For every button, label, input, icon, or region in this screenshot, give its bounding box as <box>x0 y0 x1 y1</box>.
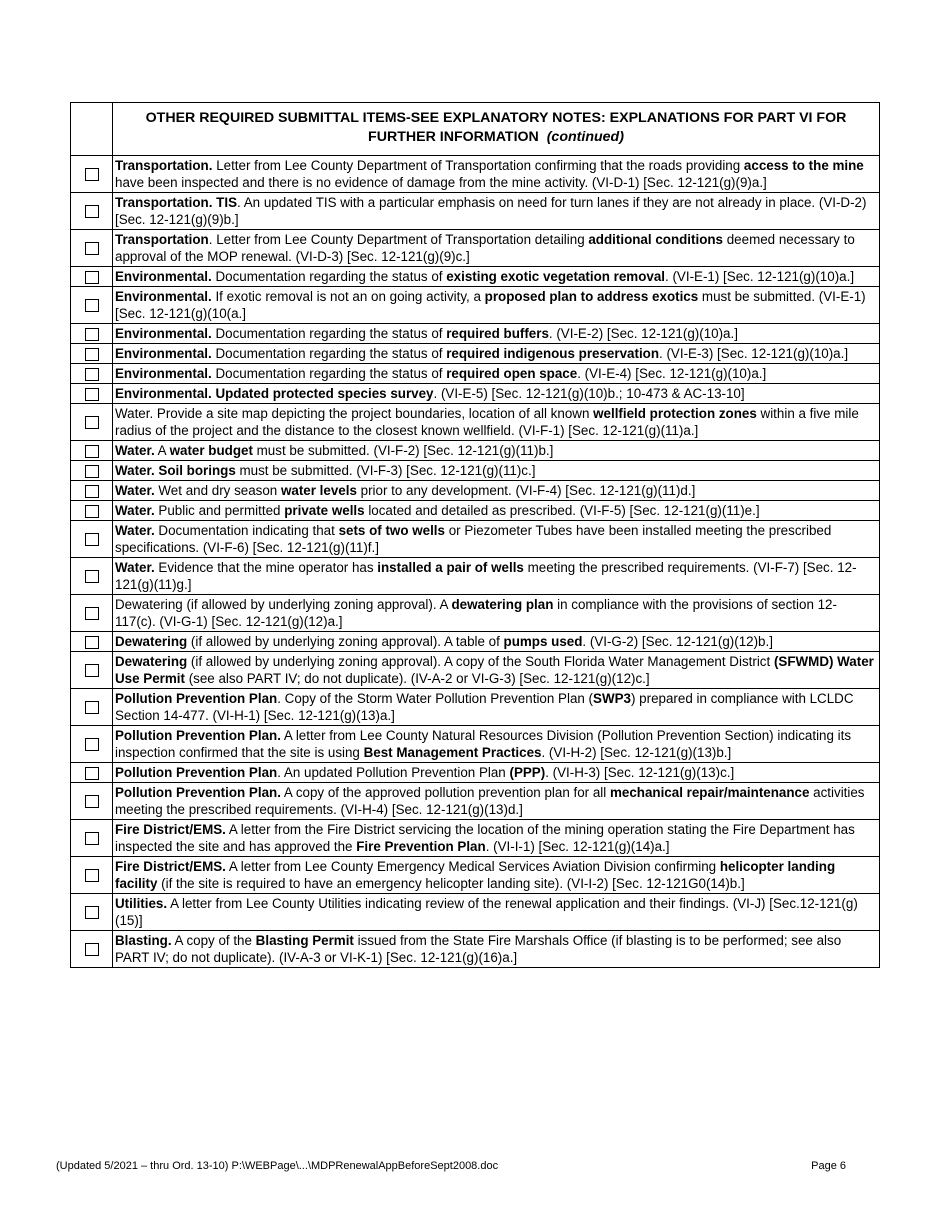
checklist-item-text <box>113 461 880 481</box>
checkbox-cell <box>71 501 113 521</box>
checklist-item-text <box>113 595 880 632</box>
checkbox-cell <box>71 230 113 267</box>
bold-text-segment: Best Management Practices <box>363 745 542 760</box>
checklist-item-text <box>113 230 880 267</box>
header-continued-text: (continued) <box>546 129 624 145</box>
checkbox[interactable] <box>85 299 99 312</box>
checklist-row <box>71 521 880 558</box>
checkbox[interactable] <box>85 832 99 845</box>
text-segment: A <box>154 443 170 458</box>
text-segment: located and detailed as prescribed. (VI-F-5) [Sec. 12-121(g)(11)e.] <box>364 503 760 518</box>
text-segment: . (VI-H-2) [Sec. 12-121(g)(13)b.] <box>541 745 732 760</box>
checklist-item-text <box>113 632 880 652</box>
text-segment: A copy of the <box>171 933 256 948</box>
checkbox[interactable] <box>85 505 99 518</box>
bold-text-segment: helicopter landing facility <box>115 859 836 891</box>
checkbox-cell <box>71 632 113 652</box>
checkbox[interactable] <box>85 242 99 255</box>
table-header-row <box>71 103 880 156</box>
bold-text-segment: Transportation. <box>115 158 213 173</box>
checklist-row <box>71 763 880 783</box>
text-segment: (see also PART IV; do not duplicate). (IV-A-2 or VI-G-3) [Sec. 12-121(g)(12)c.] <box>184 671 650 686</box>
text-segment: must be submitted. (VI-F-3) [Sec. 12-121(g)(11)c.] <box>235 463 536 478</box>
bold-text-segment: required indigenous preservation <box>446 346 660 361</box>
bold-text-segment: Transportation. TIS <box>115 195 238 210</box>
checkbox-cell <box>71 324 113 344</box>
checkbox[interactable] <box>85 445 99 458</box>
text-segment: Documentation regarding the status of <box>211 326 447 341</box>
text-segment: A letter from Lee County Utilities indicating review of the renewal application and their findings. (VI-J) [Sec.12-121(g)(15)] <box>115 896 858 928</box>
bold-text-segment: Water. <box>115 503 155 518</box>
text-segment: A letter from the Fire District servicing the location of the mining operation stating the Fire Department has inspected the site and has approved the <box>115 822 855 854</box>
text-segment: . Letter from Lee County Department of Transportation detailing <box>208 232 589 247</box>
bold-text-segment: Utilities. <box>115 896 168 911</box>
checklist-row <box>71 558 880 595</box>
checkbox[interactable] <box>85 485 99 498</box>
bold-text-segment: Water. <box>115 560 155 575</box>
checklist-item-text <box>113 384 880 404</box>
bold-text-segment: Environmental. <box>115 366 212 381</box>
checkbox-cell <box>71 364 113 384</box>
checklist-row <box>71 726 880 763</box>
checklist-row <box>71 230 880 267</box>
checklist-row <box>71 689 880 726</box>
checklist-item-text <box>113 857 880 894</box>
footer-doc-info: (Updated 5/2021 – thru Ord. 13-10) P:\WEBPage\...\MDPRenewalAppBeforeSept2008.doc <box>56 1160 499 1172</box>
text-segment: . Copy of the Storm Water Pollution Prevention Plan ( <box>277 691 594 706</box>
text-segment: Documentation indicating that <box>154 523 339 538</box>
bold-text-segment: Blasting Permit <box>255 933 354 948</box>
footer-page-number: Page 6 <box>811 1160 846 1172</box>
checkbox-cell <box>71 726 113 763</box>
text-segment: . (VI-E-5) [Sec. 12-121(g)(10)b.; 10-473 & AC-13-10] <box>433 386 745 401</box>
checklist-item-text <box>113 287 880 324</box>
checklist-row <box>71 287 880 324</box>
text-segment: Evidence that the mine operator has <box>154 560 378 575</box>
text-segment: Documentation regarding the status of <box>211 366 447 381</box>
bold-text-segment: Dewatering <box>115 654 188 669</box>
checkbox[interactable] <box>85 738 99 751</box>
bold-text-segment: Water. Soil borings <box>115 463 236 478</box>
bold-text-segment: Fire District/EMS. <box>115 822 226 837</box>
bold-text-segment: Blasting. <box>115 933 172 948</box>
text-segment: in compliance with the provisions of section 12-117(c). (VI-G-1) [Sec. 12-121(g)(12)a.] <box>115 597 837 629</box>
text-segment: within a five mile radius of the project and the distance to the closest known wellfield. (VI-F-1) [Sec. 12-121(g)(11)a.] <box>115 406 859 438</box>
text-segment: have been inspected and there is no evidence of damage from the mine activity. (VI-D-1) [Sec. 12-121(g)(9)a.] <box>115 175 767 190</box>
checklist-item-text <box>113 558 880 595</box>
checklist-row <box>71 894 880 931</box>
checkbox[interactable] <box>85 388 99 401</box>
text-segment: or Piezometer Tubes have been installed meeting the prescribed specifications. (VI-F-6) [Sec. 12-121(g)(11)f.] <box>115 523 832 555</box>
checkbox[interactable] <box>85 465 99 478</box>
checkbox-cell <box>71 894 113 931</box>
checkbox[interactable] <box>85 795 99 808</box>
text-segment: A copy of the approved pollution prevention plan for all <box>280 785 610 800</box>
checklist-item-text <box>113 521 880 558</box>
text-segment: Public and permitted <box>154 503 285 518</box>
checkbox[interactable] <box>85 607 99 620</box>
text-segment: Letter from Lee County Department of Transportation confirming that the roads providing <box>212 158 744 173</box>
checkbox-cell <box>71 521 113 558</box>
bold-text-segment: existing exotic vegetation removal <box>446 269 666 284</box>
checklist-row <box>71 481 880 501</box>
checkbox-cell <box>71 404 113 441</box>
text-segment: must be submitted. (VI-F-2) [Sec. 12-121(g)(11)b.] <box>252 443 554 458</box>
text-segment: . (VI-G-2) [Sec. 12-121(g)(12)b.] <box>582 634 773 649</box>
text-segment: . (VI-E-4) [Sec. 12-121(g)(10)a.] <box>577 366 767 381</box>
checkbox-cell <box>71 481 113 501</box>
bold-text-segment: Fire Prevention Plan <box>356 839 486 854</box>
text-segment: issued from the State Fire Marshals Office (if blasting is to be performed; see also PART IV; do not duplicate). (IV-A-3 or VI-K-1) [Sec. 12-121(g)(16)a.] <box>115 933 842 965</box>
checkbox[interactable] <box>85 348 99 361</box>
checklist-item-text <box>113 894 880 931</box>
bold-text-segment: water levels <box>280 483 357 498</box>
bold-text-segment: Environmental. Updated protected species survey <box>115 386 434 401</box>
text-segment: activities meeting the prescribed requirements. (VI-H-4) [Sec. 12-121(g)(13)d.] <box>115 785 865 817</box>
bold-text-segment: access to the mine <box>743 158 864 173</box>
bold-text-segment: (SFWMD) Water Use Permit <box>115 654 874 686</box>
checklist-item-text <box>113 441 880 461</box>
checkbox-cell <box>71 763 113 783</box>
text-segment: must be submitted. (VI-E-1) [Sec. 12-121(g)(10(a.] <box>115 289 866 321</box>
checklist-row <box>71 344 880 364</box>
bold-text-segment: Dewatering <box>115 634 188 649</box>
checklist-item-text <box>113 324 880 344</box>
checkbox-cell <box>71 595 113 632</box>
table-header-title <box>113 103 880 156</box>
checklist-row <box>71 857 880 894</box>
checklist-item-text <box>113 652 880 689</box>
bold-text-segment: additional conditions <box>588 232 724 247</box>
bold-text-segment: (PPP) <box>509 765 546 780</box>
checklist-row <box>71 404 880 441</box>
checklist-item-text <box>113 931 880 968</box>
text-segment: . An updated Pollution Prevention Plan <box>277 765 510 780</box>
checkbox[interactable] <box>85 271 99 284</box>
text-segment: . (VI-I-1) [Sec. 12-121(g)(14)a.] <box>485 839 670 854</box>
bold-text-segment: Water. <box>115 483 155 498</box>
text-segment: meeting the prescribed requirements. (VI-F-7) [Sec. 12-121(g)(11)g.] <box>115 560 857 592</box>
bold-text-segment: Water. <box>115 443 155 458</box>
checkbox[interactable] <box>85 533 99 546</box>
checklist-item-text <box>113 481 880 501</box>
checkbox[interactable] <box>85 205 99 218</box>
checkbox-cell <box>71 783 113 820</box>
checklist-item-text <box>113 193 880 230</box>
bold-text-segment: Pollution Prevention Plan. <box>115 785 281 800</box>
bold-text-segment: Fire District/EMS. <box>115 859 226 874</box>
text-segment: Documentation regarding the status of <box>211 346 447 361</box>
text-segment: A letter from Lee County Natural Resources Division (Pollution Prevention Section) indicating its inspection confirmed that the site is using <box>115 728 852 760</box>
checklist-row <box>71 364 880 384</box>
bold-text-segment: required open space <box>446 366 578 381</box>
text-segment: Water. Provide a site map depicting the project boundaries, location of all known <box>115 406 594 421</box>
checkbox-cell <box>71 461 113 481</box>
checklist-item-text <box>113 364 880 384</box>
checkbox[interactable] <box>85 168 99 181</box>
checklist-row <box>71 595 880 632</box>
checkbox[interactable] <box>85 368 99 381</box>
checklist-row <box>71 931 880 968</box>
text-segment: . (VI-H-3) [Sec. 12-121(g)(13)c.] <box>545 765 735 780</box>
bold-text-segment: Transportation <box>115 232 209 247</box>
text-segment: prior to any development. (VI-F-4) [Sec. 12-121(g)(11)d.] <box>356 483 696 498</box>
checkbox[interactable] <box>85 636 99 649</box>
bold-text-segment: wellfield protection zones <box>593 406 757 421</box>
checklist-row <box>71 501 880 521</box>
checkbox-cell <box>71 344 113 364</box>
text-segment: Wet and dry season <box>154 483 281 498</box>
checkbox-cell <box>71 931 113 968</box>
text-segment: . (VI-E-1) [Sec. 12-121(g)(10)a.] <box>665 269 855 284</box>
checkbox[interactable] <box>85 767 99 780</box>
checkbox[interactable] <box>85 570 99 583</box>
checklist-item-text <box>113 726 880 763</box>
text-segment: Documentation regarding the status of <box>211 269 447 284</box>
checkbox[interactable] <box>85 906 99 919</box>
bold-text-segment: sets of two wells <box>338 523 445 538</box>
checklist-item-text <box>113 156 880 193</box>
checklist-row <box>71 267 880 287</box>
text-segment: deemed necessary to approval of the MOP renewal. (VI-D-3) [Sec. 12-121(g)(9)c.] <box>115 232 855 264</box>
bold-text-segment: required buffers <box>446 326 549 341</box>
checkbox-cell <box>71 193 113 230</box>
checkbox[interactable] <box>85 943 99 956</box>
checklist-row <box>71 193 880 230</box>
bold-text-segment: pumps used <box>503 634 583 649</box>
bold-text-segment: Environmental. <box>115 326 212 341</box>
header-blank-cell <box>71 103 113 156</box>
text-segment: ) prepared in compliance with LCLDC Section 14-477. (VI-H-1) [Sec. 12-121(g)(13)a.] <box>115 691 854 723</box>
checkbox[interactable] <box>85 869 99 882</box>
header-title-text: OTHER REQUIRED SUBMITTAL ITEMS-SEE EXPLANATORY NOTES: EXPLANATIONS FOR PART VI FOR FURTHER INFORMATION <box>145 110 847 145</box>
bold-text-segment: Environmental. <box>115 269 212 284</box>
text-segment: (if allowed by underlying zoning approval). A table of <box>187 634 504 649</box>
bold-text-segment: Water. <box>115 523 155 538</box>
checklist-row <box>71 441 880 461</box>
checkbox[interactable] <box>85 664 99 677</box>
bold-text-segment: SWP3 <box>593 691 631 706</box>
checkbox-cell <box>71 857 113 894</box>
checkbox-cell <box>71 384 113 404</box>
bold-text-segment: water budget <box>169 443 253 458</box>
checkbox-cell <box>71 267 113 287</box>
checkbox-cell <box>71 441 113 461</box>
checklist-row <box>71 652 880 689</box>
bold-text-segment: Environmental. <box>115 346 212 361</box>
checkbox-cell <box>71 689 113 726</box>
text-segment: Dewatering (if allowed by underlying zoning approval). A <box>115 597 452 612</box>
checkbox[interactable] <box>85 416 99 429</box>
checklist-item-text <box>113 820 880 857</box>
submittal-items-table <box>70 102 880 968</box>
text-segment: A letter from Lee County Emergency Medical Services Aviation Division confirming <box>225 859 720 874</box>
checklist-row <box>71 783 880 820</box>
bold-text-segment: Pollution Prevention Plan. <box>115 728 281 743</box>
checklist-item-text <box>113 267 880 287</box>
text-segment: . (VI-E-2) [Sec. 12-121(g)(10)a.] <box>548 326 738 341</box>
checklist-row <box>71 820 880 857</box>
bold-text-segment: mechanical repair/maintenance <box>609 785 810 800</box>
checklist-row <box>71 156 880 193</box>
checkbox-cell <box>71 156 113 193</box>
checkbox-cell <box>71 558 113 595</box>
bold-text-segment: proposed plan to address exotics <box>484 289 699 304</box>
checklist-item-text <box>113 501 880 521</box>
checklist-item-text <box>113 689 880 726</box>
checklist-row <box>71 324 880 344</box>
bold-text-segment: Pollution Prevention Plan <box>115 691 278 706</box>
checkbox-cell <box>71 287 113 324</box>
text-segment: . An updated TIS with a particular emphasis on need for turn lanes if they are not already in place. (VI-D-2) [Sec. 12-121(g)(9)b.] <box>115 195 867 227</box>
checkbox[interactable] <box>85 328 99 341</box>
text-segment: If exotic removal is not an on going activity, a <box>211 289 485 304</box>
checkbox[interactable] <box>85 701 99 714</box>
checklist-item-text <box>113 404 880 441</box>
checklist-item-text <box>113 344 880 364</box>
checklist-row <box>71 461 880 481</box>
text-segment: (if the site is required to have an emergency helicopter landing site). (VI-I-2) [Sec. 12-121G0(14)b.] <box>157 876 745 891</box>
checklist-item-text <box>113 763 880 783</box>
text-segment: . (VI-E-3) [Sec. 12-121(g)(10)a.] <box>659 346 849 361</box>
checkbox-cell <box>71 820 113 857</box>
checklist-item-text <box>113 783 880 820</box>
bold-text-segment: Environmental. <box>115 289 212 304</box>
checklist-row <box>71 384 880 404</box>
checkbox-cell <box>71 652 113 689</box>
bold-text-segment: installed a pair of wells <box>377 560 524 575</box>
bold-text-segment: private wells <box>284 503 365 518</box>
bold-text-segment: Pollution Prevention Plan <box>115 765 278 780</box>
text-segment: (if allowed by underlying zoning approval). A copy of the South Florida Water Management District <box>187 654 774 669</box>
checklist-row <box>71 632 880 652</box>
bold-text-segment: dewatering plan <box>451 597 554 612</box>
